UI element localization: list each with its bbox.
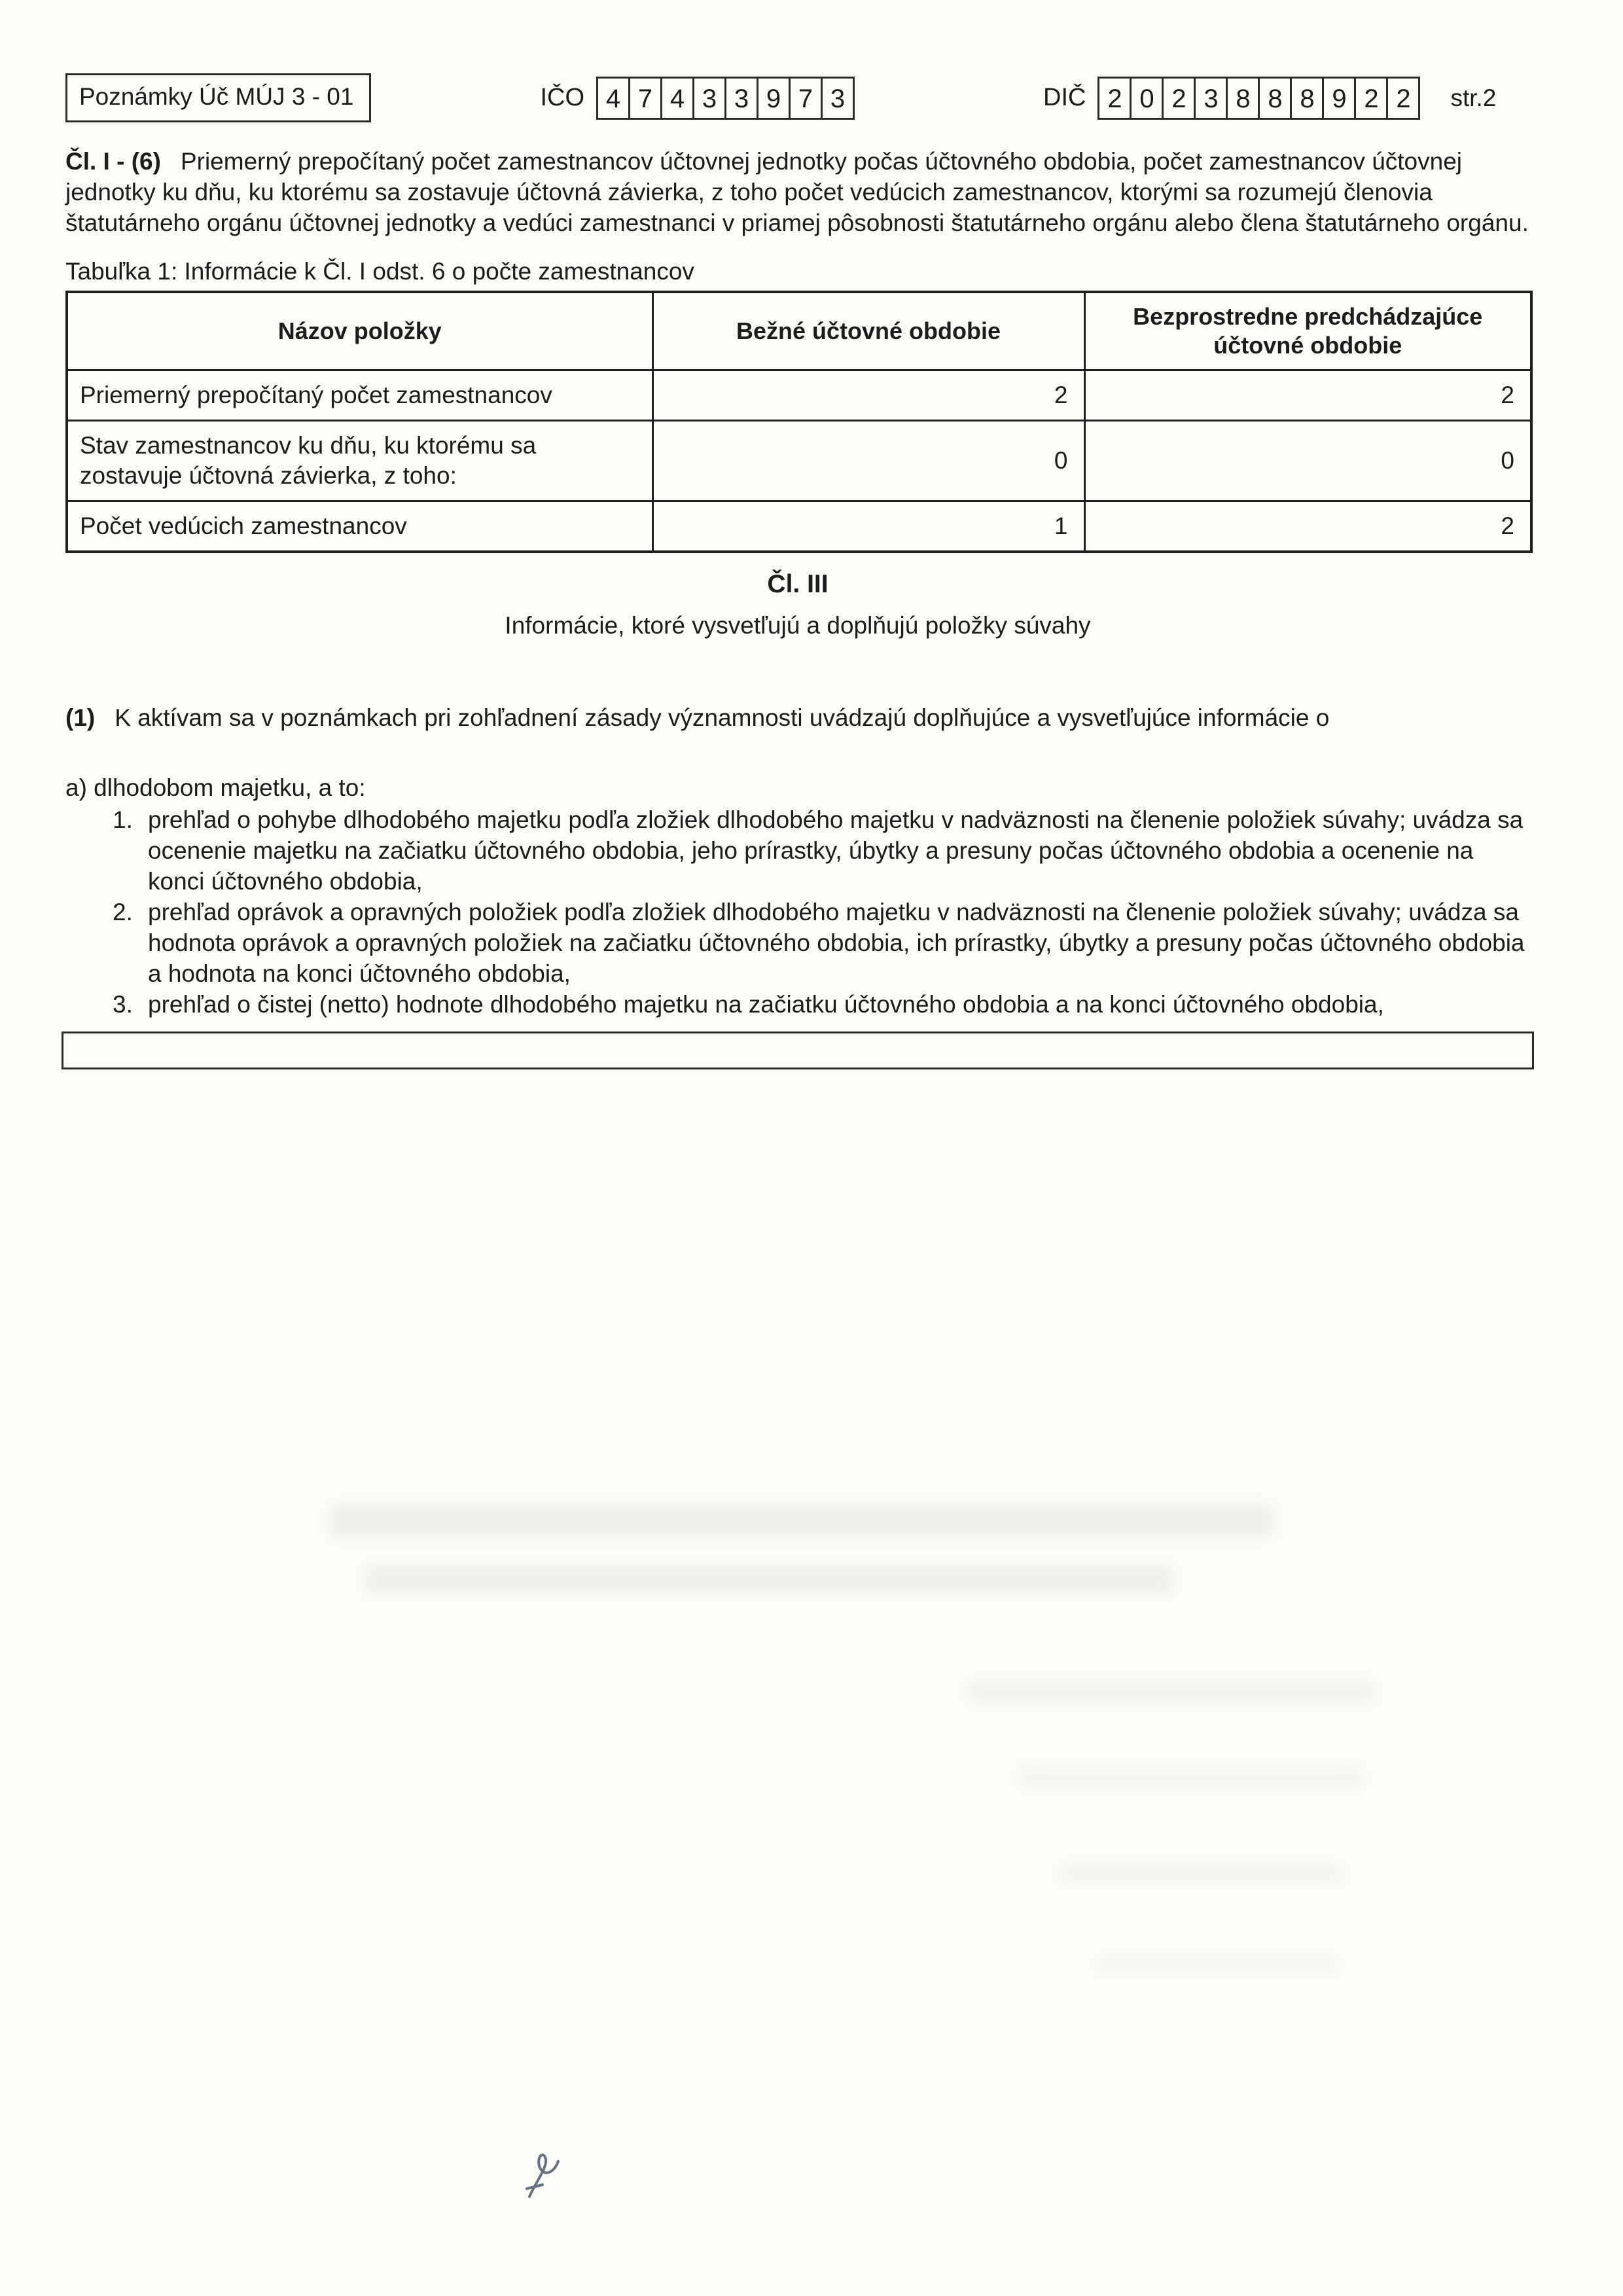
section3-heading: Čl. III	[767, 570, 829, 598]
ico-digit: 9	[757, 77, 791, 120]
empty-continuation-box	[62, 1031, 1534, 1069]
list-item	[113, 897, 1530, 989]
dic-digit: 2	[1162, 77, 1196, 120]
list-item-text: prehľad o pohybe dlhodobého majetku podľa zložiek dlhodobého majetku v nadväznosti na členenie položiek súvahy; uvádza sa ocenenie majetku na začiatku účtovného obdobia, jeho prírastky, úbytky a presuny počas účtovného obdobia a ocenenie na konci účtovného obdobia,	[148, 806, 1524, 895]
table-row	[67, 421, 1531, 501]
table-header-row	[67, 292, 1531, 370]
scan-ghosting	[1060, 1865, 1342, 1882]
row-current-value: 0	[652, 421, 1084, 501]
dic-digit: 8	[1258, 77, 1292, 120]
column-header: Bežné účtovné obdobie	[652, 292, 1084, 370]
page-number: str.2	[1450, 84, 1497, 111]
list-item	[113, 989, 1530, 1020]
list-item-text: prehľad o čistej (netto) hodnote dlhodobého majetku na začiatku účtovného obdobia a na konci účtovného obdobia,	[148, 991, 1384, 1018]
ico-digit: 4	[660, 77, 694, 120]
dic-digit: 2	[1097, 77, 1132, 120]
dic-digit-boxes	[1097, 77, 1420, 120]
scan-ghosting	[330, 1505, 1273, 1537]
ico-label: IČO	[540, 84, 585, 111]
dic-field	[1043, 77, 1420, 120]
list-item-number: 2.	[113, 899, 133, 925]
form-title-box	[65, 73, 371, 122]
row-previous-value: 2	[1084, 370, 1531, 421]
dic-digit: 9	[1322, 77, 1356, 120]
table-caption: Tabuľka 1: Informácie k Čl. I odst. 6 o počte zamestnancov	[65, 258, 694, 285]
section3-item-a: a) dlhodobom majetku, a to:	[65, 774, 366, 801]
list-item	[113, 804, 1530, 897]
section3-paragraph1	[65, 702, 1530, 733]
row-label: Počet vedúcich zamestnancov	[67, 501, 652, 552]
ico-field	[540, 77, 855, 120]
dic-digit: 3	[1194, 77, 1228, 120]
scan-ghosting	[366, 1566, 1171, 1593]
section3-paragraph1-number: (1)	[65, 704, 96, 731]
dic-digit: 0	[1130, 77, 1164, 120]
row-current-value: 1	[652, 501, 1084, 552]
ico-digit: 7	[628, 77, 662, 120]
form-title: Poznámky Úč MÚJ 3 - 01	[79, 83, 354, 110]
ico-digit: 3	[724, 77, 758, 120]
dic-digit: 8	[1226, 77, 1260, 120]
form-header	[65, 73, 1530, 122]
section1-paragraph	[65, 146, 1530, 238]
scan-ghosting	[1021, 1767, 1361, 1785]
scan-ghosting	[969, 1682, 1374, 1702]
row-label: Priemerný prepočítaný počet zamestnancov	[67, 370, 652, 421]
row-current-value: 2	[652, 370, 1084, 421]
employees-table	[65, 291, 1533, 553]
column-header: Bezprostredne predchádzajúce účtovné obdobie	[1084, 292, 1531, 370]
ico-digit: 3	[692, 77, 726, 120]
list-item-number: 1.	[113, 806, 133, 833]
dic-label: DIČ	[1043, 84, 1086, 111]
ico-digit: 3	[821, 77, 855, 120]
ico-digit: 7	[789, 77, 823, 120]
scan-ghosting	[1099, 1957, 1335, 1973]
dic-digit: 8	[1290, 77, 1324, 120]
section3-paragraph1-text: K aktívam sa v poznámkach pri zohľadnení zásady významnosti uvádzajú doplňujúce a vysvetľujúce informácie o	[115, 704, 1330, 731]
list-item-number: 3.	[113, 991, 133, 1018]
section3-numbered-list	[65, 804, 1530, 1020]
table-row	[67, 370, 1531, 421]
section3-subheading: Informácie, ktoré vysvetľujú a doplňujú položky súvahy	[505, 612, 1091, 639]
section1-heading: Čl. I - (6)	[65, 148, 161, 175]
ico-digit: 4	[596, 77, 630, 120]
dic-digit: 2	[1386, 77, 1420, 120]
row-label: Stav zamestnancov ku dňu, ku ktorému sa zostavuje účtovná závierka, z toho:	[67, 421, 652, 501]
pen-mark	[520, 2139, 579, 2204]
row-previous-value: 0	[1084, 421, 1531, 501]
dic-digit: 2	[1354, 77, 1388, 120]
column-header: Názov položky	[67, 292, 652, 370]
list-item-text: prehľad oprávok a opravných položiek podľa zložiek dlhodobého majetku v nadväznosti na členenie položiek súvahy; uvádza sa hodnota oprávok a opravných položiek na začiatku účtovného obdobia, ich prírastky, úbytky a presuny počas účtovného obdobia a hodnota na konci účtovného obdobia,	[148, 899, 1525, 987]
row-previous-value: 2	[1084, 501, 1531, 552]
section1-paragraph-text: Priemerný prepočítaný počet zamestnancov účtovnej jednotky počas účtovného obdobia, počet zamestnancov účtovnej jednotky ku dňu, ku ktorému sa zostavuje účtovná závierka, z toho počet vedúcich zamestnancov, ktorými sa rozumejú členovia štatutárneho orgánu účtovnej jednotky a vedúci zamestnanci v priamej pôsobnosti štatutárneho orgánu alebo člena štatutárneho orgánu.	[65, 148, 1529, 236]
table-row	[67, 501, 1531, 552]
ico-digit-boxes	[596, 77, 855, 120]
